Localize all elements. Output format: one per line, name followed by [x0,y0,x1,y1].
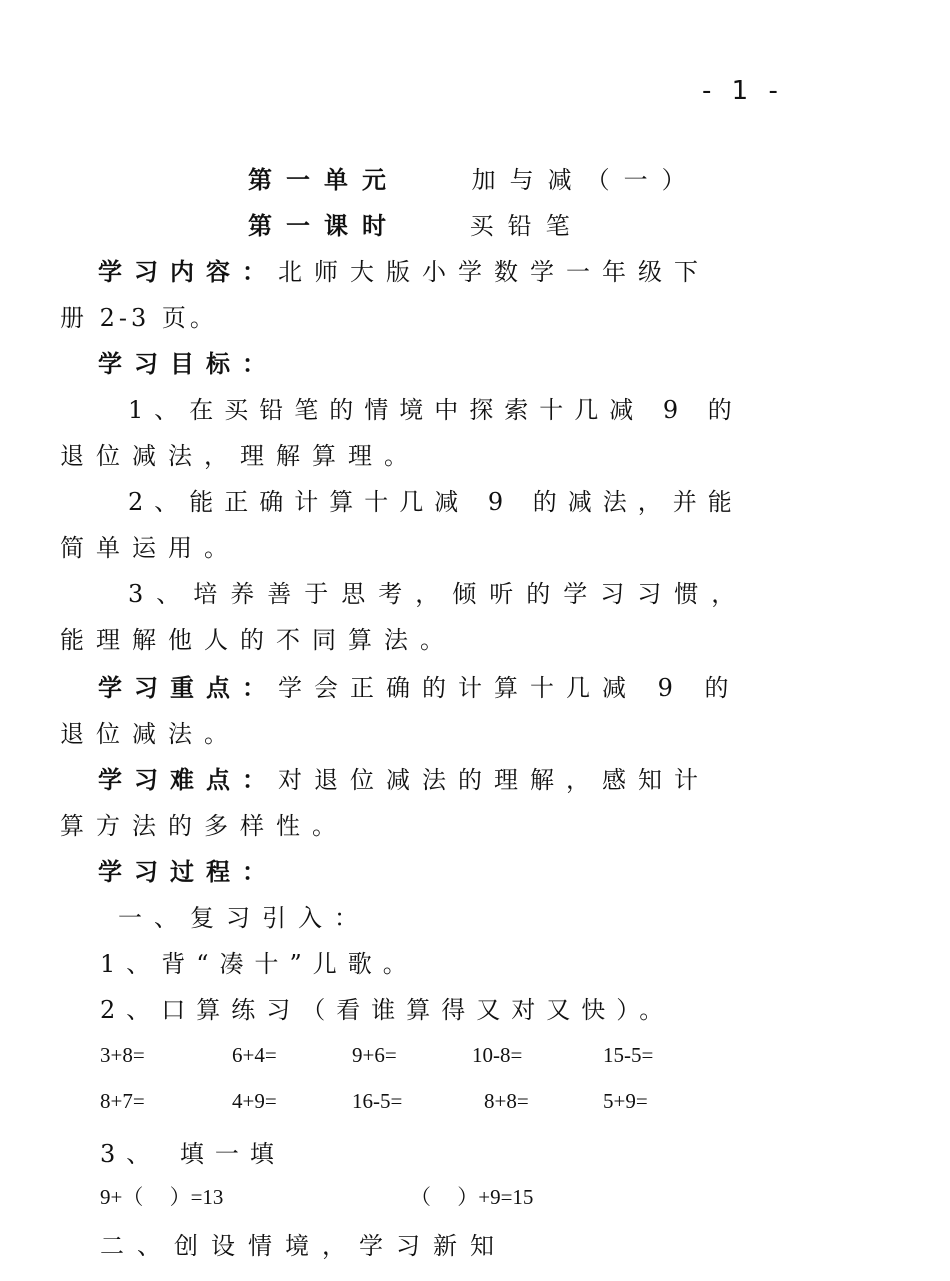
oral-calc-item: 8+7= [100,1089,145,1113]
unit-title [248,160,700,195]
oral-calc-item: 8+8= [484,1089,529,1113]
content-line-2: 册 2-3 页。 [60,304,218,332]
lesson-title-text: 买铅笔 [469,212,584,240]
goal-2-line-1: 2、能正确计算十几减 9 的减法，并能 [128,488,743,516]
oral-calc-item: 9+6= [352,1043,397,1067]
focus-line-2: 退位减法。 [60,720,240,748]
difficulty-label: 学习难点： [98,766,278,794]
goals-label: 学习目标： [98,350,278,378]
process-step-2: 二、创设情境，学习新知 [100,1232,507,1260]
difficulty-text: 对退位减法的理解，感知计 [278,766,710,794]
content-text: 北师大版小学数学一年级下 [278,258,710,286]
lesson-title-label: 第一课时 [248,212,400,240]
difficulty-line-2: 算方法的多样性。 [60,812,348,840]
content-line-1 [98,252,710,287]
process-label: 学习过程： [98,858,278,886]
oral-calc-item: 10-8= [472,1043,523,1067]
oral-calc-item: 3+8= [100,1043,145,1067]
focus-text: 学会正确的计算十几减 9 的 [278,674,741,702]
oral-calc-item: 5+9= [603,1089,648,1113]
goal-2-line-2: 简单运用。 [60,534,240,562]
fill-in-left: 9+（ ）=13 [100,1185,224,1209]
content-label: 学习内容： [98,258,278,286]
fill-in-right: （ ）+9=15 [410,1185,534,1209]
process-item-1: 1、背“凑十”儿歌。 [100,950,418,978]
oral-calc-item: 4+9= [232,1089,277,1113]
focus-line-1 [98,668,741,703]
focus-label: 学习重点： [98,674,278,702]
process-step-1: 一、复习引入： [118,904,370,932]
goal-3-line-2: 能理解他人的不同算法。 [60,626,456,654]
oral-calc-item: 6+4= [232,1043,277,1067]
goal-1-line-2: 退位减法，理解算理。 [60,442,420,470]
goal-3-line-1: 3、培养善于思考，倾听的学习习惯， [128,580,749,608]
unit-title-text: 加与减（一） [471,166,700,194]
page-number: - 1 - [702,76,784,106]
process-item-2: 2、口算练习（看谁算得又对又快）。 [100,996,675,1024]
oral-calc-item: 15-5= [603,1043,654,1067]
oral-calc-item: 16-5= [352,1089,403,1113]
difficulty-line-1 [98,760,710,795]
process-item-3: 3、 填一填 [100,1140,285,1168]
unit-title-label: 第一单元 [248,166,400,194]
lesson-title [248,206,584,241]
goal-1-line-1: 1、在买铅笔的情境中探索十几减 9 的 [128,396,743,424]
